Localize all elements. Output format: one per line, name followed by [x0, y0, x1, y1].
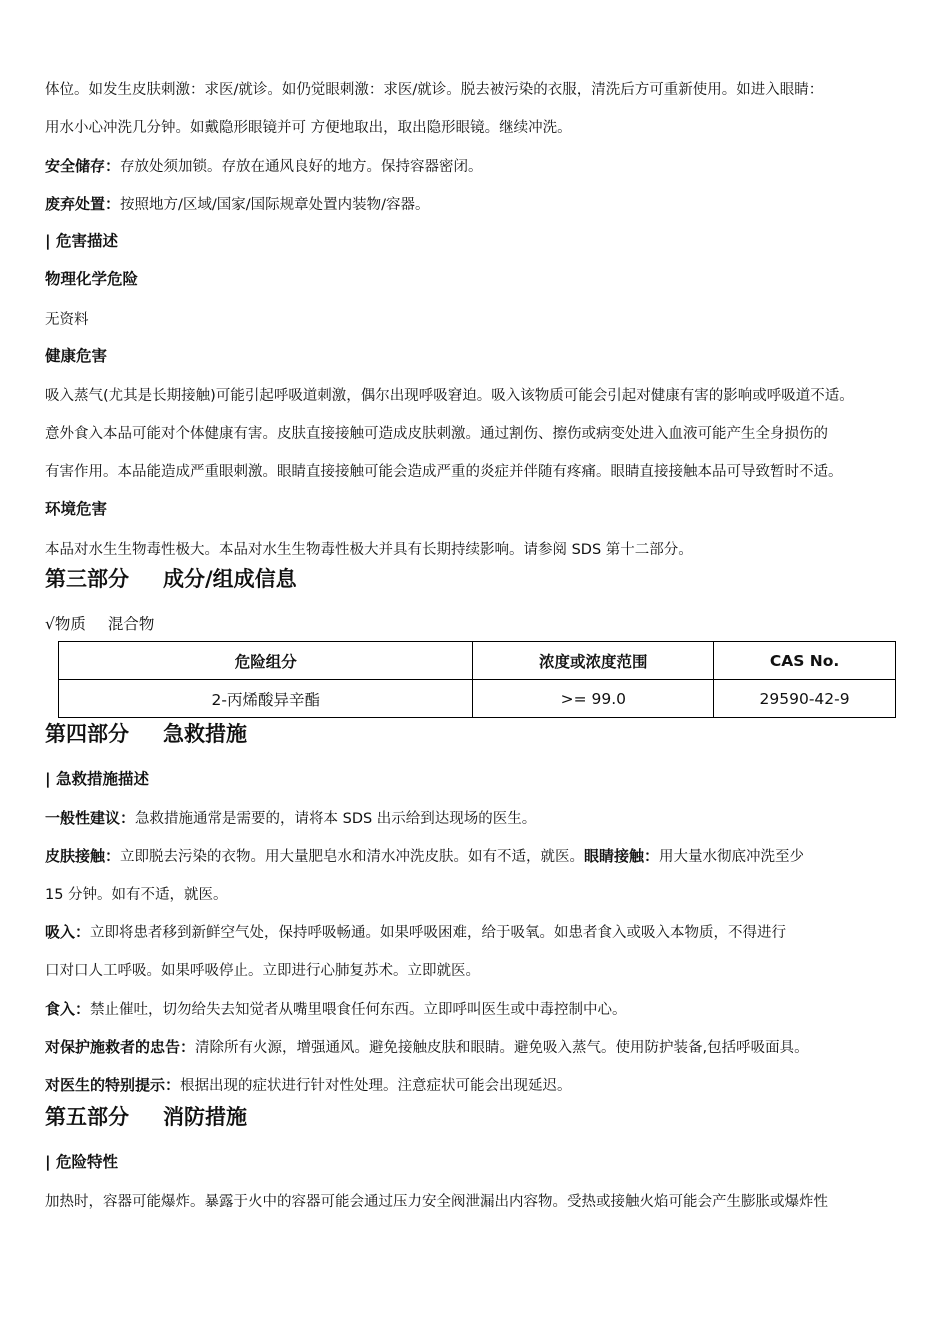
section-5-heading — [45, 1103, 247, 1131]
section-5-title: 消防措施 — [163, 1105, 247, 1129]
section-3-heading — [45, 565, 297, 593]
precaution-line-2: 用水小心冲洗几分钟。如戴隐形眼镜并可 方便地取出，取出隐形眼镜。继续冲洗。 — [45, 120, 572, 136]
skin-eye-row — [45, 846, 804, 867]
health-line-2: 意外食入本品可能对个体健康有害。皮肤直接接触可造成皮肤刺激。通过割伤、擦伤或病变处进入血液可能产生全身损伤的 — [45, 426, 828, 442]
cell-component: 2-丙烯酸异辛酯 — [59, 680, 473, 718]
health-line-1: 吸入蒸气(尤其是长期接触)可能引起呼吸道刺激，偶尔出现呼吸窘迫。吸入该物质可能会引起对健康有害的影响或呼吸道不适。 — [45, 388, 854, 404]
skin-contact-text: 立即脱去污染的衣物。用大量肥皂水和清水冲洗皮肤。如有不适，就医。 — [120, 849, 585, 865]
section-5-number: 第五部分 — [45, 1105, 129, 1129]
disposal-label: 废弃处置： — [45, 195, 121, 213]
section-4-title: 急救措施 — [163, 722, 247, 746]
table-header-row — [59, 642, 896, 680]
doctor-notes-label: 对医生的特别提示： — [45, 1076, 181, 1094]
ingestion-label: 食入： — [45, 1000, 91, 1018]
composition-table — [58, 641, 896, 718]
header-component: 危险组分 — [59, 642, 473, 680]
section-4-number: 第四部分 — [45, 722, 129, 746]
storage-label: 安全储存： — [45, 157, 121, 175]
ingestion-text: 禁止催吐，切勿给失去知觉者从嘴里喂食任何东西。立即呼叫医生或中毒控制中心。 — [90, 1002, 627, 1018]
header-concentration: 浓度或浓度范围 — [473, 642, 714, 680]
eye-contact-text: 用大量水彻底冲洗至少 — [659, 849, 805, 865]
health-heading: 健康危害 — [45, 347, 108, 365]
inhalation-text-2: 口对口人工呼吸。如果呼吸停止。立即进行心肺复苏术。立即就医。 — [45, 963, 480, 979]
general-advice-text: 急救措施通常是需要的，请将本 SDS 出示给到达现场的医生。 — [135, 811, 537, 827]
rescuer-advice-label: 对保护施救者的忠告： — [45, 1038, 196, 1056]
disposal-row — [45, 194, 430, 215]
cell-concentration: >= 99.0 — [473, 680, 714, 718]
doctor-notes-text: 根据出现的症状进行针对性处理。注意症状可能会出现延迟。 — [180, 1078, 572, 1094]
skin-contact-label: 皮肤接触： — [45, 847, 121, 865]
first-aid-description-heading: | 急救措施描述 — [45, 770, 150, 788]
rescuer-advice-row — [45, 1037, 809, 1058]
general-advice-label: 一般性建议： — [45, 809, 136, 827]
environment-text: 本品对水生生物毒性极大。本品对水生生物毒性极大并具有长期持续影响。请参阅 SDS 第十二部分。 — [45, 542, 693, 558]
general-advice-row — [45, 808, 536, 829]
precaution-line-1: 体位。如发生皮肤刺激：求医/就诊。如仍觉眼刺激：求医/就诊。脱去被污染的衣服，清洗后方可重新使用。如进入眼睛： — [45, 82, 824, 98]
doctor-notes-row — [45, 1075, 572, 1096]
ingestion-row — [45, 999, 627, 1020]
section-4-heading — [45, 720, 247, 748]
substance-type-options — [45, 613, 154, 635]
storage-row — [45, 156, 483, 177]
rescuer-advice-text: 清除所有火源，增强通风。避免接触皮肤和眼睛。避免吸入蒸气。使用防护装备,包括呼吸面具。 — [195, 1040, 809, 1056]
disposal-text: 按照地方/区域/国家/国际规章处置内装物/容器。 — [120, 197, 430, 213]
option-mixture: 混合物 — [107, 615, 155, 633]
section-3-number: 第三部分 — [45, 567, 129, 591]
hazard-characteristics-heading: | 危险特性 — [45, 1153, 119, 1171]
physchem-text: 无资料 — [45, 312, 89, 328]
hazard-description-heading: | 危害描述 — [45, 232, 119, 250]
table-row — [59, 680, 896, 718]
header-cas: CAS No. — [714, 642, 896, 680]
hazard-characteristics-text: 加热时，容器可能爆炸。暴露于火中的容器可能会通过压力安全阀泄漏出内容物。受热或接触火焰可能会产生膨胀或爆炸性 — [45, 1194, 828, 1210]
inhalation-row — [45, 922, 786, 943]
option-substance: √物质 — [45, 615, 86, 633]
section-3-title: 成分/组成信息 — [163, 567, 297, 591]
environment-heading: 环境危害 — [45, 500, 108, 518]
inhalation-text: 立即将患者移到新鲜空气处，保持呼吸畅通。如果呼吸困难，给于吸氧。如患者食入或吸入本物质，不得进行 — [90, 925, 787, 941]
health-line-3: 有害作用。本品能造成严重眼刺激。眼睛直接接触可能会造成严重的炎症并伴随有疼痛。眼睛直接接触本品可导致暂时不适。 — [45, 464, 843, 480]
eye-contact-label: 眼睛接触： — [584, 847, 660, 865]
storage-text: 存放处须加锁。存放在通风良好的地方。保持容器密闭。 — [120, 159, 483, 175]
cell-cas: 29590-42-9 — [714, 680, 896, 718]
inhalation-label: 吸入： — [45, 923, 91, 941]
physchem-heading: 物理化学危险 — [45, 270, 139, 288]
eye-contact-text-2: 15 分钟。如有不适，就医。 — [45, 887, 228, 903]
